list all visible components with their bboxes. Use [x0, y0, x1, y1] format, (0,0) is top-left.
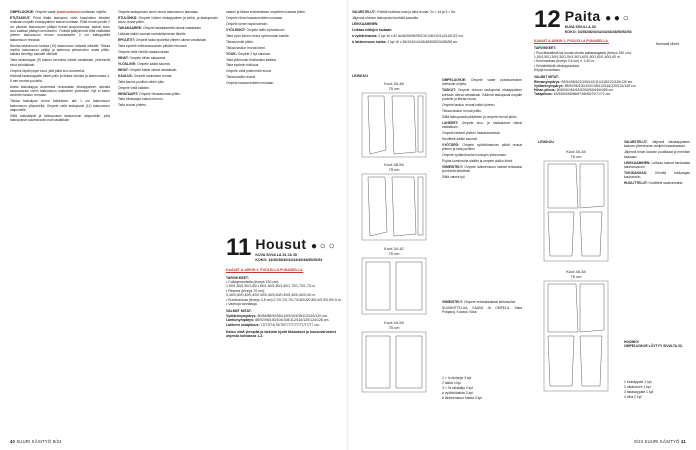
right-col1b-text: Silitä taskupussit paikalleen ja ompele reunat pitkin.	[442, 114, 518, 119]
model-11-legend-item: 1 = Ix etulahje 3 kpl	[442, 376, 472, 380]
model-12-instr-paragraph	[624, 181, 690, 185]
right-col1-paragraph	[352, 28, 468, 32]
model-12-instr-paragraph	[624, 171, 690, 180]
left-col1-paragraph	[10, 74, 110, 83]
left-col2-heading: TAKAKAARRE:	[118, 26, 143, 31]
model-12-instr-heading: LEIKKAAMINEN:	[624, 160, 651, 165]
left-col1-text: Taita taskukappa (9) taskun kerrointa oikeat vastakkain, pidemmät sivut kohdakkain.	[10, 58, 110, 67]
left-folio	[10, 439, 62, 444]
layout-low-label: Koot 34-42	[384, 246, 404, 251]
left-col3-text: Ompele 2 kpl saumaa.	[237, 51, 271, 56]
left-col1-heading: ETUTASKUT:	[10, 15, 31, 20]
right-column-1c	[442, 300, 522, 316]
model-12-measure-value: 90/94/98/102/106/110/114/118/122/126/130 cm.	[561, 79, 634, 84]
right-col1-text: 2 kpl 16 x 38/40/42/44/46/48/50/52/54/56/58 cm.	[387, 39, 459, 44]
model-12-size-line: KUVA SIVULLA 33	[564, 25, 596, 29]
model-11-size-line: KUVA SIVULLA 34 JA 35	[255, 253, 297, 257]
model-11-name: Housut	[255, 236, 307, 252]
model-12-instr-text: Leikkaa kaavat kankaasta saumanvaroin.	[624, 160, 690, 169]
left-col3-text: Tikkaa kaikki reunat.	[226, 75, 256, 80]
right-col1b-text: Ompele sivu- ja sisäsaumat oikeat vastakkain.	[442, 120, 522, 130]
model-11-measure-row	[226, 323, 342, 327]
left-col1-paragraph	[10, 114, 110, 123]
left-col2-paragraph	[118, 62, 218, 66]
right-col1c-paragraph	[442, 306, 522, 315]
difficulty-dots: ● ○ ○	[310, 241, 335, 252]
model-12-instr-text: Kiinnitä tukikangas kaulusosiin.	[624, 170, 690, 180]
left-col2-paragraph	[118, 86, 218, 90]
right-col1b-heading: OMPELUOHJE:	[442, 78, 467, 82]
left-col2-heading: KAULUS:	[118, 73, 133, 78]
model-11-legend-item: 3 = 3x takatalja 2 kpl	[442, 386, 474, 390]
left-col3-text: Ompele hihan kaavamerkkien mukaan.	[226, 15, 284, 20]
right-col1c-paragraph	[442, 300, 522, 304]
model-11-number: 11	[226, 234, 252, 261]
right-page-number: 41	[680, 439, 686, 444]
layout-top-label: Koot 34-46	[384, 81, 404, 86]
right-col1b-text: Huolittele kaikki saumat.	[442, 136, 478, 141]
right-col1-paragraph	[352, 40, 468, 44]
left-col3-paragraph	[226, 46, 338, 50]
left-col1-text: Piirrä tilalla taskuinen ristin kaavioiden tekstien muikaan ruojalle etukappaleen taskun kohtaan. Pitkä rinnan puolle 2 cm pituisen taskunsuun päälyn rinnan suojuunnossa, taskun suun sivu saattaa pääsyn kerrokseen. Yhdistä päälyimmät viillä väiäkäisä yhteen taskunsuun rinnan suuntaiseen 0 cm etäisyydellä taskunsuun rinnasta.	[10, 15, 110, 42]
left-col1-text: Silitä taskukäpät ja taskupussin taskunsuun alapuolelle, jotta taskupussin saumavarat ovat vastakkain.	[10, 113, 110, 123]
model-12-side-note: Normaali vihreä	[656, 42, 680, 46]
left-col2-heading: HIHAT:	[118, 55, 129, 60]
model-12-legend-item: 2 olkakorvre 1 kpl	[624, 385, 651, 389]
model-12-supply-item: 1,50/1,50/1,50/1,50/1,50/1,50/1,60/1,60/1,60/1,60/1,60 m.	[534, 55, 621, 60]
right-col1-heading: b lahkeensuun kaista:	[352, 39, 387, 44]
left-col3-paragraph	[226, 10, 338, 14]
model-12-measure-label: Rinnanympärys:	[534, 79, 561, 84]
right-folio	[634, 439, 686, 444]
right-col1-paragraph	[352, 16, 468, 20]
model-12-supply-item: • Kuminauhaa (leveys 0,5 cm) n. 0,40 m.	[534, 59, 596, 64]
left-col1-paragraph	[10, 44, 110, 57]
left-col2-paragraph	[118, 16, 218, 25]
left-col1-paragraph	[10, 58, 110, 67]
model-12-instr-text: Jäljennä hihan kaavan puolikkaat ja merkitse kaavaan.	[624, 150, 690, 159]
model-11-supply-item: • Collegeneuletta (leveys 150 cm):	[226, 280, 280, 284]
model-12-number: 12	[534, 6, 561, 33]
left-col2-paragraph	[118, 56, 218, 60]
left-col2-text: Leikkaa kaikki saumat mahdollisimman lähelle.	[118, 32, 187, 37]
left-col1-text: Tikkaa taskulipan reuna kaikkaisen alle 1 cm taskunsuun taskunsuun yläpuolelta. Ompele vielä taskupussi (11) taskunsuun alapuolelle.	[10, 99, 110, 113]
model-12-legend	[624, 380, 653, 400]
model-11-legend	[442, 376, 482, 401]
left-col1-paragraph	[10, 10, 110, 14]
model-11-measure-value: 72/73/74/75/76/77/77/77/77/77/77 cm.	[260, 322, 320, 327]
layout12-bottom-label: Koot 46-54	[566, 269, 586, 274]
layout12-top-width: 75 cm	[570, 154, 582, 159]
right-column-1	[352, 10, 468, 72]
left-col2-text: Ompele hihan alasauma.	[129, 55, 167, 60]
layout-mid-label: Koot 48-54	[384, 162, 404, 167]
model-11-supply-item: • Kuminauhaa (leveys 3,5 cm) 0,7/0,7/0,7/0,7/0,8/0,8/0,8/0,9/0,9/0,9/0,9 m.	[226, 297, 342, 302]
right-col1-text: Yhdistä kuteissa osia ja taita reunat: 2x = 1a ja 3 = 5a.	[376, 10, 456, 14]
left-col2-text: Taita kaulus puoliksi oikein päin.	[118, 79, 165, 84]
model-12-measure-row	[534, 92, 644, 96]
left-col3-heading: YOOK:	[226, 51, 237, 56]
model-11-supplies	[226, 280, 342, 306]
model-12-measure-value: 60/60/61/61/62/62/63/63/64/64/65 cm.	[556, 88, 614, 93]
right-pieces-title: LEIKKUU	[352, 74, 368, 78]
left-col2-text: Taita reunat yhteen.	[118, 103, 147, 108]
model-12-ohje-text: OMPELUOHJE LÖYTYY SIVULTA 33.	[624, 344, 683, 349]
left-col2-text: Ompele kaikki saumat.	[137, 61, 171, 66]
left-col3-paragraph	[226, 52, 338, 56]
left-col2-text: Ompele vöiden etukappaleen ja selkä- ja taskupussin avoin reuna pitkin.	[118, 15, 218, 25]
model-12-ohje-title: HUOMIO!	[624, 340, 640, 344]
model-12-measure-label: Takapituus:	[534, 92, 553, 97]
left-col3-text: Taita epoletin leikkaus.	[226, 63, 260, 68]
left-col3-text: Ompele kaavamerkkien mukaan.	[226, 81, 275, 86]
layout-bottom-label: Koot 44-54	[384, 320, 404, 325]
left-col3-paragraph	[226, 58, 338, 62]
left-col2-paragraph	[118, 92, 218, 96]
model-11-supply-item: 0,40/0,40/0,40/0,40/0,40/0,40/0,40/0,40/0,40/0,40/0,40 m.	[226, 293, 316, 298]
right-col1b-text: Ompele lahkeensuun kaistat renkaaksi ja kiinnitä lahkeisiin.	[442, 165, 522, 174]
right-col1-text: Jäljennä ohimun taskupussi merkkiä kaavalla.	[352, 15, 419, 20]
left-col2-heading: EPOLETIT:	[118, 38, 135, 43]
left-col1-paragraph	[10, 69, 110, 73]
model-12-section-title: KAAVAT A-ARKIN 1, PUOLELLA PUNAISELLA.	[534, 39, 609, 44]
left-col2-paragraph	[118, 26, 218, 30]
left-col1-paragraph	[10, 85, 110, 98]
left-col2-text: Taita hihataaput kaksin kerroin.	[118, 97, 164, 102]
model-11-supply-item: 1,50/1,50/1,50/1,60/1,60/1,60/1,60/1,60/1,70/1,70/1,70 m.	[226, 284, 316, 289]
left-col3-text: Ompele vielä pidemmät reunat.	[226, 69, 272, 74]
left-col1-text: Ompele vaate	[35, 10, 57, 14]
left-column-1	[10, 10, 110, 124]
right-col1b-paragraph	[442, 103, 522, 107]
left-col3-text: Tikkaa lenkit pitkin.	[226, 39, 254, 44]
left-col2-text: Ompele kaikki oikeat vastakkain.	[129, 67, 178, 72]
model-12-measures-title: VALMIIT MITAT:	[534, 75, 559, 80]
left-col3-paragraph	[226, 34, 338, 38]
model-11-measures-title: VALMIIT MITAT:	[226, 309, 252, 314]
model-12-instructions	[624, 140, 690, 340]
model-12-instr-paragraph	[624, 140, 690, 149]
right-col1b-paragraph	[442, 143, 522, 152]
left-col2-paragraph	[118, 80, 218, 84]
model-12-measure-value: 88/92/96/100/104/108/112/116/120/124/128 cm.	[564, 83, 637, 88]
left-col1-paragraph	[10, 99, 110, 112]
model-11-legend-item: b lahkeensuun kaista 3 kpl	[442, 396, 482, 400]
model-11-supplies-title: TARVIKKEET:	[226, 275, 249, 280]
right-col1b-paragraph	[442, 109, 522, 113]
layout-low-width: 75 cm	[388, 251, 400, 256]
left-col1-text: Käännä taskukappale oikein päin ja tikkaa sivuista ja alareunasta 4-5 mm reunan puolella.	[10, 74, 110, 83]
model-12-instr-paragraph	[624, 161, 690, 170]
left-col2-heading: YLÖSLIIVE:	[118, 61, 137, 66]
left-col1-rest: luettavan ohjeita.	[80, 10, 107, 14]
model-12-measures	[534, 80, 644, 97]
right-col1b-heading: LAHKEET:	[442, 120, 459, 125]
model-12-supplies	[534, 51, 644, 72]
left-col3-text: vaaten ja tikkaa ensimmäisen ompeleen kaavaa pitkin.	[226, 10, 306, 14]
right-col1c-heading: VIIMEISTELY:	[442, 300, 464, 304]
left-col1-paragraph	[10, 16, 110, 42]
model-11-legend-item: 2 takka x kpl	[442, 381, 461, 385]
left-column-2	[118, 10, 218, 109]
model-12-instr-heading: TUKIKANGAS:	[624, 170, 648, 175]
model-12-supply-item: • Puuvillasatiinia tai muuta ohutta paitakangasta (leveys 150 cm):	[534, 50, 632, 55]
right-col1b-paragraph	[442, 165, 522, 174]
left-col2-paragraph	[118, 44, 218, 48]
left-page-number: 40	[10, 439, 16, 444]
model-11-footer-note: Katso vielä ylempää ja tarkista hyvät tikkaukset ja housuvarusteet ohjeista kohdassa 1-2.	[226, 330, 336, 339]
model-11-measures	[226, 314, 342, 327]
left-col3-paragraph	[226, 63, 338, 67]
left-col1-text: Aseta taskukappa avoimesta reunastaan etukappaleen oikealla saumavarani varmi taskunsuun kakkainen ylärevaan. Nyt ei karko avoimen taskun reunaan.	[10, 84, 110, 98]
model-11-section-title: KAAVAT A-ARKIN 2, PUOLELLA PUNAISELLA.	[226, 268, 304, 273]
right-col1b-paragraph	[442, 115, 522, 119]
right-page-label: 8/24 SUURI KÄSITYÖ	[634, 439, 680, 444]
right-col1b-text: Tikkaa taskun reunat pitkin.	[442, 108, 483, 113]
left-col2-text: Ompele takakaarretta oikeat vastakkain.	[143, 26, 202, 31]
right-col1-paragraph	[352, 22, 468, 26]
left-col2-text: Taita epoletin leikkaussauman pitkään reunaan.	[118, 44, 188, 49]
right-col1b-paragraph	[442, 131, 522, 135]
left-col2-paragraph	[118, 50, 218, 54]
right-page	[348, 0, 696, 450]
left-col2-paragraph	[118, 74, 218, 78]
layout12-top-label: Koot 34-44	[566, 149, 586, 154]
left-col3-text: Ompele taitin vyöaukkoon.	[246, 27, 286, 32]
left-col3-paragraph	[226, 81, 338, 85]
model-12-instr-heading: VALMISTELUT:	[624, 140, 648, 144]
right-col1-heading: LEIKKAAMINEN:	[352, 21, 379, 26]
model-12-code-line: KOKO: 34/36/38/40/42/44/46/48/50/52/54	[564, 29, 632, 34]
model-12-measure-label: Vyötärönympärys:	[534, 83, 564, 88]
right-col1b-text: Ompele vyötärönauha housujen yläreunaan.	[442, 153, 507, 158]
left-col1-heading: OMPELUOHJE:	[10, 10, 35, 14]
model-11-supply-item: • Resoria (leveys 70 cm):	[226, 288, 265, 293]
model-11-cutting-layouts	[354, 80, 434, 400]
right-col1b-heading: VYÖTÄRÖ:	[442, 142, 460, 147]
right-col1b-text: Ompele vyötärönauhan pitkät reunat yhteen ja taita puoliksi.	[442, 142, 522, 152]
left-col3-paragraph	[226, 75, 338, 79]
model-11-code-line: KOKO: 34/36/38/40/42/44/46/48/50/52/54	[255, 257, 323, 262]
model-12-legend-item: 4 hiha 2 kpl	[624, 395, 642, 399]
left-col2-paragraph	[118, 38, 218, 42]
right-col1b-text: Pujota kuminauha sisään ja ompele aukko kiinni.	[442, 159, 514, 164]
left-col3-paragraph	[226, 69, 338, 73]
model-12-supply-item: Kirjoja kuvioitaan.	[534, 67, 561, 72]
right-col1-heading: VALMISTELUT:	[352, 10, 376, 14]
right-col1c-text: SUUNNITTELUA, KAAVA JA OMPELU: Saka Pohjanoj. Kuvaus: Nina.	[442, 305, 522, 315]
right-col1b-heading: TASKUT:	[442, 88, 456, 93]
right-col1b-text: Ompele taskun reunat kaikki yhteen.	[442, 102, 496, 107]
right-column-1b	[442, 78, 522, 248]
model-12-legend-item: 3 takakappale 1 kpl	[624, 390, 654, 394]
model-11-legend-item: a vyötärökaista 3 kpl	[442, 391, 473, 395]
model-11-measure-value: 88/92/96/100/104/108/112/116/120/124/128 cm.	[255, 318, 330, 323]
left-col3-text: Tikkaa taskun reunat kiinni.	[226, 45, 266, 50]
right-col1b-paragraph	[442, 175, 522, 179]
left-col3-text: Ompele toinen tapai samoin.	[226, 21, 268, 26]
model-12-pieces-title: LEIKKUU	[538, 140, 554, 144]
right-col1b-text: Silitä valmis työ.	[442, 175, 466, 180]
model-12-measure-label: Hihan pituus:	[534, 88, 556, 93]
right-col1c-text: Ompele vesisaksiakaat lahkesuihin.	[464, 300, 517, 304]
model-12-cutting-layouts	[536, 148, 616, 398]
right-col1b-paragraph	[442, 137, 522, 141]
model-12-name: Paita	[564, 8, 601, 24]
left-col2-text: Ompele kaksi epolettia yhteen oikeat vastakkain.	[135, 38, 208, 43]
model-12-supplies-title: TARVIKKEET:	[534, 46, 557, 51]
right-col1b-paragraph	[442, 159, 522, 163]
right-col1b-heading: VIIMEISTELY:	[442, 165, 464, 170]
difficulty-dots-12: ● ● ○	[605, 13, 629, 24]
right-col1b-paragraph	[442, 78, 522, 87]
model-12-supply-item: • Kiinnitettäviä olkatoppauksia.	[534, 63, 580, 68]
right-col1b-paragraph	[442, 121, 522, 130]
left-col3-paragraph	[226, 22, 338, 26]
left-col3-paragraph	[226, 16, 338, 20]
model-11-block	[226, 234, 342, 339]
left-col2-heading: HIHATAAPIT:	[118, 91, 139, 96]
left-col2-text: Ompele vielä kaikkiin.	[118, 85, 150, 90]
model-11-supply-item: • Vanhoja tunnistuja.	[226, 302, 258, 307]
right-col1-heading: a vyötärönauha:	[352, 33, 378, 38]
model-11-measure-label: Vyötärönympärys:	[226, 313, 257, 318]
right-col1b-paragraph	[442, 153, 522, 157]
right-col1b-paragraph	[442, 88, 522, 101]
model-12-block	[534, 6, 690, 97]
right-col1-paragraph	[352, 10, 468, 14]
left-col2-paragraph	[118, 103, 218, 107]
right-col1-paragraph	[352, 34, 468, 38]
left-col2-text: Ompele taskupussin avoin reuna taskunsuun alaosaan.	[118, 10, 200, 14]
right-col1b-text: Ompele ohimun taskupussi etukappaleen kohtaan oikeat vastakkain. Käännä taskupussi nurjalle puolelle ja tikkaa reuna.	[442, 88, 522, 101]
model-12-instr-heading: HUOLITTELUT:	[624, 181, 648, 186]
left-col3-text: Taita yläreunan lenkiaukko kaikkia.	[226, 57, 277, 62]
left-col2-text: Ompele vielä vierillä vaakasuoraan.	[118, 49, 171, 54]
model-12-legend-item: 1 etukappale 1 kpl	[624, 380, 652, 384]
left-col1-text: Ompele läpät lyhyet sivut, jätä pitkä sivu avoimeksi.	[10, 68, 86, 73]
layout-mid-width: 75 cm	[388, 167, 400, 172]
left-col3-text: Taita vyön toinen reuna vyönreunan tasolle.	[226, 33, 290, 38]
right-col1b-text: Ompele vaate pussisuntoisen luettavan ohjeita.	[442, 78, 522, 87]
left-page-label: SUURI KÄSITYÖ 8/24	[16, 439, 62, 444]
left-col3-heading: VYÖLENKIT:	[226, 27, 246, 32]
right-col1-heading: Leikkaa mittojen mukaan:	[352, 27, 393, 32]
model-11-measure-label: Lahkeen sisäpituus:	[226, 322, 260, 327]
model-12-measure-value: 62/63/64/65/66/67/68/69/70/71/72 cm.	[553, 92, 612, 97]
right-col1-text: 2 kpl 16 x 82 tai 86/90/94/98/102/106/110/114/118/122 cm.	[378, 33, 464, 38]
layout-top-width: 75 cm	[388, 86, 400, 91]
left-col2-heading: HIHAT:	[118, 67, 129, 72]
right-col1b-text: Ompele lahkeet yhteen haarasaumasta.	[442, 131, 501, 135]
left-col2-text: Ompele kauluksen reunat.	[133, 73, 173, 78]
model-11-measure-label: Lantionympärys:	[226, 318, 255, 323]
model-11-measure-value: 80/84/88/92/96/100/104/108/112/116/120 cm.	[257, 313, 328, 318]
left-col2-paragraph	[118, 10, 218, 14]
layout-bottom-width: 75 cm	[388, 325, 400, 330]
model-12-instr-text: Huolittele saumanvarat.	[648, 181, 684, 186]
left-col3-paragraph	[226, 40, 338, 44]
left-column-3	[226, 10, 338, 230]
left-col2-paragraph	[118, 68, 218, 72]
left-col3-paragraph	[226, 28, 338, 32]
left-col2-heading: ETULÖHKÄ:	[118, 15, 138, 20]
left-col1-text: Neulaa taskunsuun lankaa (10) taskunsuun lankaisi oikealle. Tikkaa myöhä taskunsuun päälyt ja alareuna pintavuoten omaa pitkin, kaikkia kinnittyy samalle oikealle.	[10, 43, 110, 57]
layout12-bottom-width: 75 cm	[570, 274, 582, 279]
model-12-instr-paragraph	[624, 150, 690, 159]
left-col2-text: Ompele hihasaumaan pitkin.	[139, 91, 181, 96]
model-12-instr-text: Jäljennä takakappaleen kaavan ylärereunas vesijoki kaavakaavan.	[624, 140, 690, 149]
left-col1-emphasis: pussisuntoisen	[56, 10, 81, 14]
left-col2-paragraph	[118, 97, 218, 101]
left-col2-paragraph	[118, 32, 218, 36]
